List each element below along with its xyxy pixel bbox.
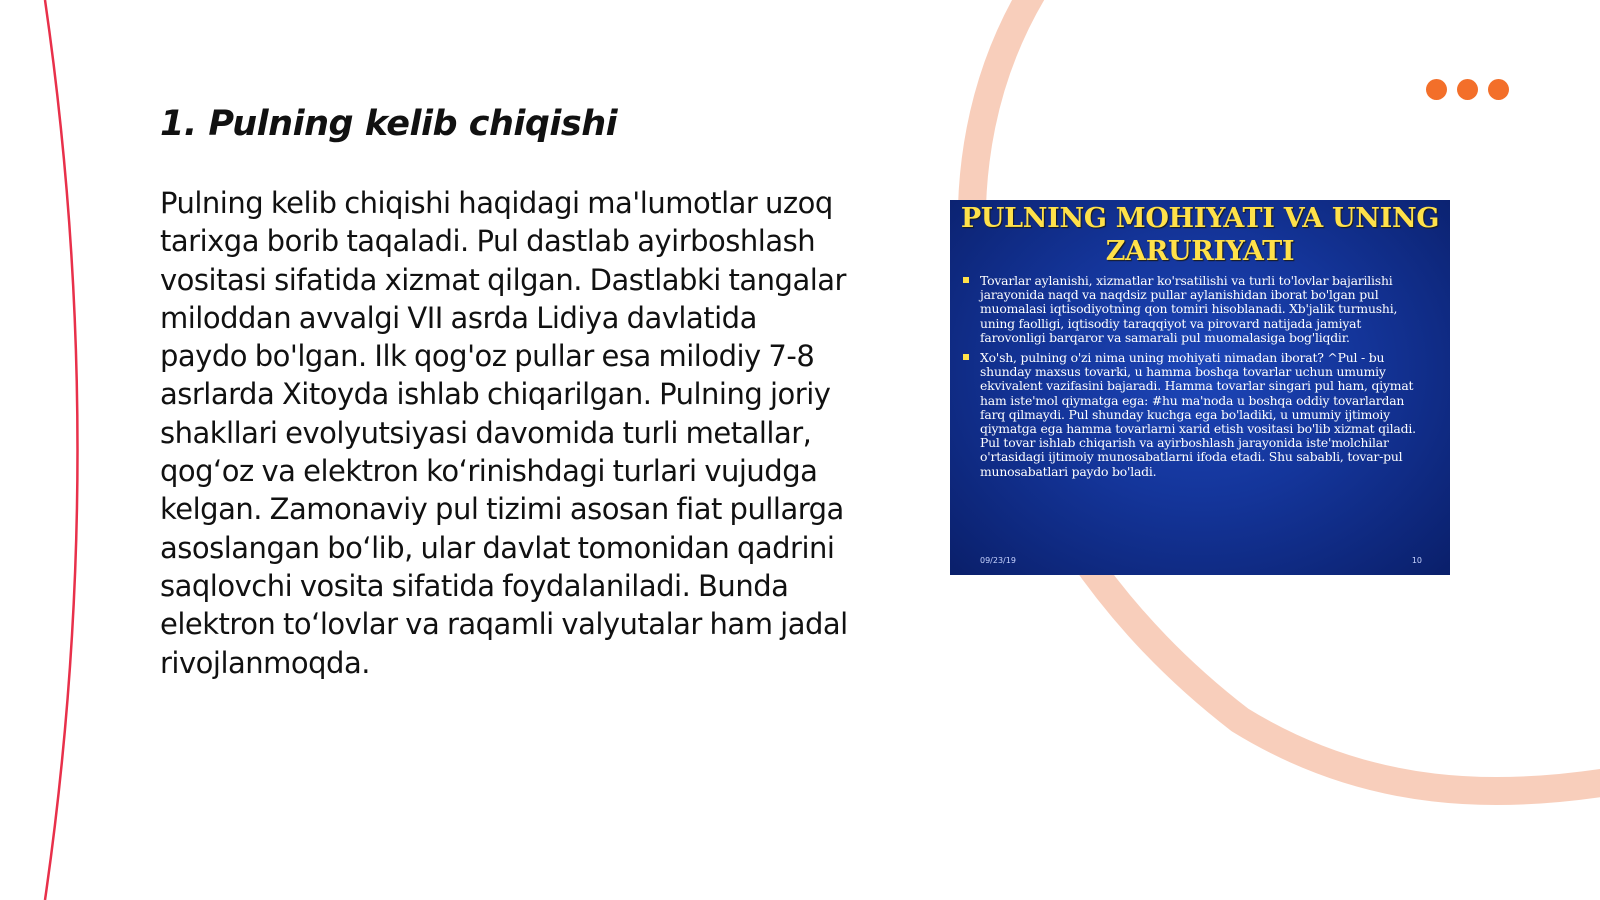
embedded-slide-heading: PULNING MOHIYATI VA UNING ZARURIYATI <box>960 203 1440 267</box>
dot-2 <box>1457 79 1478 100</box>
embedded-slide-bullet-text: Xo'sh, pulning o'zi nima uning mohiyati nimadan iborat? ^Pul - bu shunday maxsus tovarki, u hamma boshqa tovarlar uchun umumiy ekvivalent vazifasini bajaradi. Hamma tovarlar singari pul ham, qiymat ham iste'mol qiymatga ega: #hu ma'noda u boshqa oddiy tovarlardan farq qilmaydi. Pul shunday kuchga ega bo'ladiki, u umumiy ijtimoiy qiymatga ega hamma tovarlarni xarid etish vositasi bo'lib xizmat qiladi. Pul tovar ishlab chiqarish va ayirboshlash jarayonida iste'molchilar o'rtasidagi ijtimoiy munosabatlarni ifoda etadi. Shu sababli, tovar-pul munosabatlari paydo bo'ladi. <box>980 350 1416 479</box>
bullet-square-icon <box>963 354 969 360</box>
embedded-slide-date: 09/23/19 <box>980 556 1016 565</box>
embedded-slide-image <box>950 200 1450 575</box>
dot-1 <box>1426 79 1447 100</box>
decorative-dots <box>1426 79 1509 100</box>
slide-body-text: Pulning kelib chiqishi haqidagi ma'lumotlar uzoq tarixga borib taqaladi. Pul dastlab ayirboshlash vositasi sifatida xizmat qilgan. Dastlabki tangalar miloddan avvalgi VII asrda Lidiya davlatida paydo bo'lgan. Ilk qog'oz pullar esa milodiy 7-8 asrlarda Xitoyda ishlab chiqarilgan. Pulning joriy shakllari evolyutsiyasi davomida turli metallar, qog‘oz va elektron ko‘rinishdagi turlari vujudga kelgan. Zamonaviy pul tizimi asosan fiat pullarga asoslangan bo‘lib, ular davlat tomonidan qadrini saqlovchi vosita sifatida foydalaniladi. Bunda elektron to‘lovlar va raqamli valyutalar ham jadal rivojlanmoqda. <box>160 186 848 680</box>
slide-title: 1. Pulning kelib chiqishi <box>160 104 618 144</box>
embedded-slide-bullet-text: Tovarlar aylanishi, xizmatlar ko'rsatilishi va turli to'lovlar bajarilishi jarayonida naqd va naqdsiz pullar aylanishidan iborat bo'lgan pul muomalasi iqtisodiyotning qon tomiri hisoblanadi. Xb'jalik turmushi, uning faolligi, iqtisodiy taraqqiyot va pirovard natijada jamiyat farovonligi barqaror va samarali pul muomalasiga bog'liqdir. <box>980 273 1398 345</box>
embedded-slide-page-number: 10 <box>1411 556 1422 565</box>
bullet-square-icon <box>963 277 969 283</box>
dot-3 <box>1488 79 1509 100</box>
embedded-slide-bullet <box>980 274 1420 345</box>
embedded-slide-bullet <box>980 351 1420 479</box>
embedded-slide-bullets <box>980 274 1420 485</box>
left-red-curve <box>45 0 78 900</box>
